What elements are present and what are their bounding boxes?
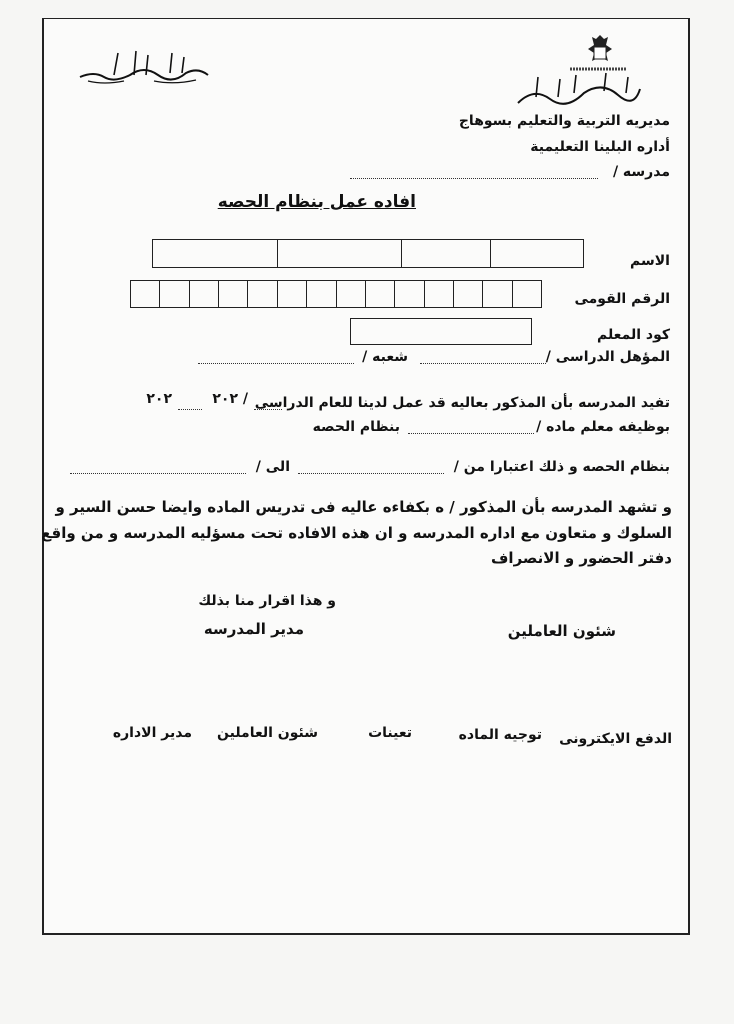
footer-admin-director: مدير الاداره	[112, 725, 192, 741]
certificate-paragraph-line-1: و تشهد المدرسه بأن المذكور / ه بكفاءه عاليه فى تدريس الماده وايضا حسن السير و	[55, 498, 672, 516]
year-label-a: ٢٠٢ /	[212, 391, 248, 407]
teacher-code-box[interactable]	[350, 318, 532, 345]
administration-name: أداره البلينا التعليمية	[530, 139, 670, 155]
year-label-b: ٢٠٢	[146, 391, 172, 407]
qualification-field[interactable]	[420, 351, 546, 364]
year-field-b[interactable]	[178, 397, 202, 410]
subject-field[interactable]	[408, 421, 534, 434]
year-field-a[interactable]	[254, 397, 282, 410]
certificate-paragraph-line-2: السلوك و متعاون مع اداره المدرسه و ان هذه الافاده تحت مسؤليه المدرسه و من واقع	[41, 524, 672, 542]
name-label: الاسم	[630, 253, 670, 269]
name-field-boxes[interactable]	[152, 239, 584, 268]
body-line-3	[64, 459, 670, 481]
form-title: افاده عمل بنظام الحصه	[217, 192, 416, 212]
division-label: شعبه /	[362, 349, 408, 365]
body-line-2	[104, 419, 670, 441]
school-director-signature: مدير المدرسه	[203, 620, 304, 638]
division-field[interactable]	[198, 351, 354, 364]
qualification-row	[104, 349, 670, 371]
footer-subject-supervision: توجيه الماده	[458, 727, 542, 743]
basmala-calligraphy	[74, 45, 214, 87]
national-id-boxes[interactable]	[130, 280, 542, 308]
job-subject-label: بوظيفه معلم ماده /	[536, 419, 670, 435]
national-id-label: الرقم القومى	[574, 291, 670, 307]
to-date-field[interactable]	[70, 461, 246, 474]
footer-appointments: تعينات	[368, 725, 412, 741]
form-page	[42, 18, 690, 935]
staff-affairs-signature: شئون العاملين	[507, 622, 616, 640]
teacher-code-label: كود المعلم	[596, 327, 670, 343]
ministry-logo	[514, 33, 644, 111]
basmala-stroke-icon	[74, 45, 214, 87]
eagle-emblem-icon	[514, 33, 644, 111]
statement-text: تفيد المدرسه بأن المذكور بعاليه قد عمل لدينا للعام الدراسى	[254, 395, 670, 411]
period-from-label: بنظام الحصه و ذلك اعتبارا من /	[453, 459, 670, 475]
body-line-1	[114, 391, 670, 417]
from-date-field[interactable]	[298, 461, 444, 474]
footer-staff-affairs: شئون العاملين	[217, 725, 318, 741]
period-system-label: بنظام الحصه	[312, 419, 400, 435]
school-row	[340, 164, 670, 184]
certificate-paragraph-line-3: دفتر الحضور و الانصراف	[491, 549, 672, 567]
footer-e-payment: الدفع الايكترونى	[559, 731, 672, 747]
school-label: مدرسه /	[612, 164, 670, 180]
to-label: الى /	[255, 459, 290, 475]
qualification-label: المؤهل الدراسى /	[545, 349, 670, 365]
school-field[interactable]	[350, 166, 598, 179]
directorate-name: مديريه التربية والتعليم بسوهاج	[458, 113, 670, 129]
declaration-text: و هذا اقرار منا بذلك	[198, 593, 336, 609]
